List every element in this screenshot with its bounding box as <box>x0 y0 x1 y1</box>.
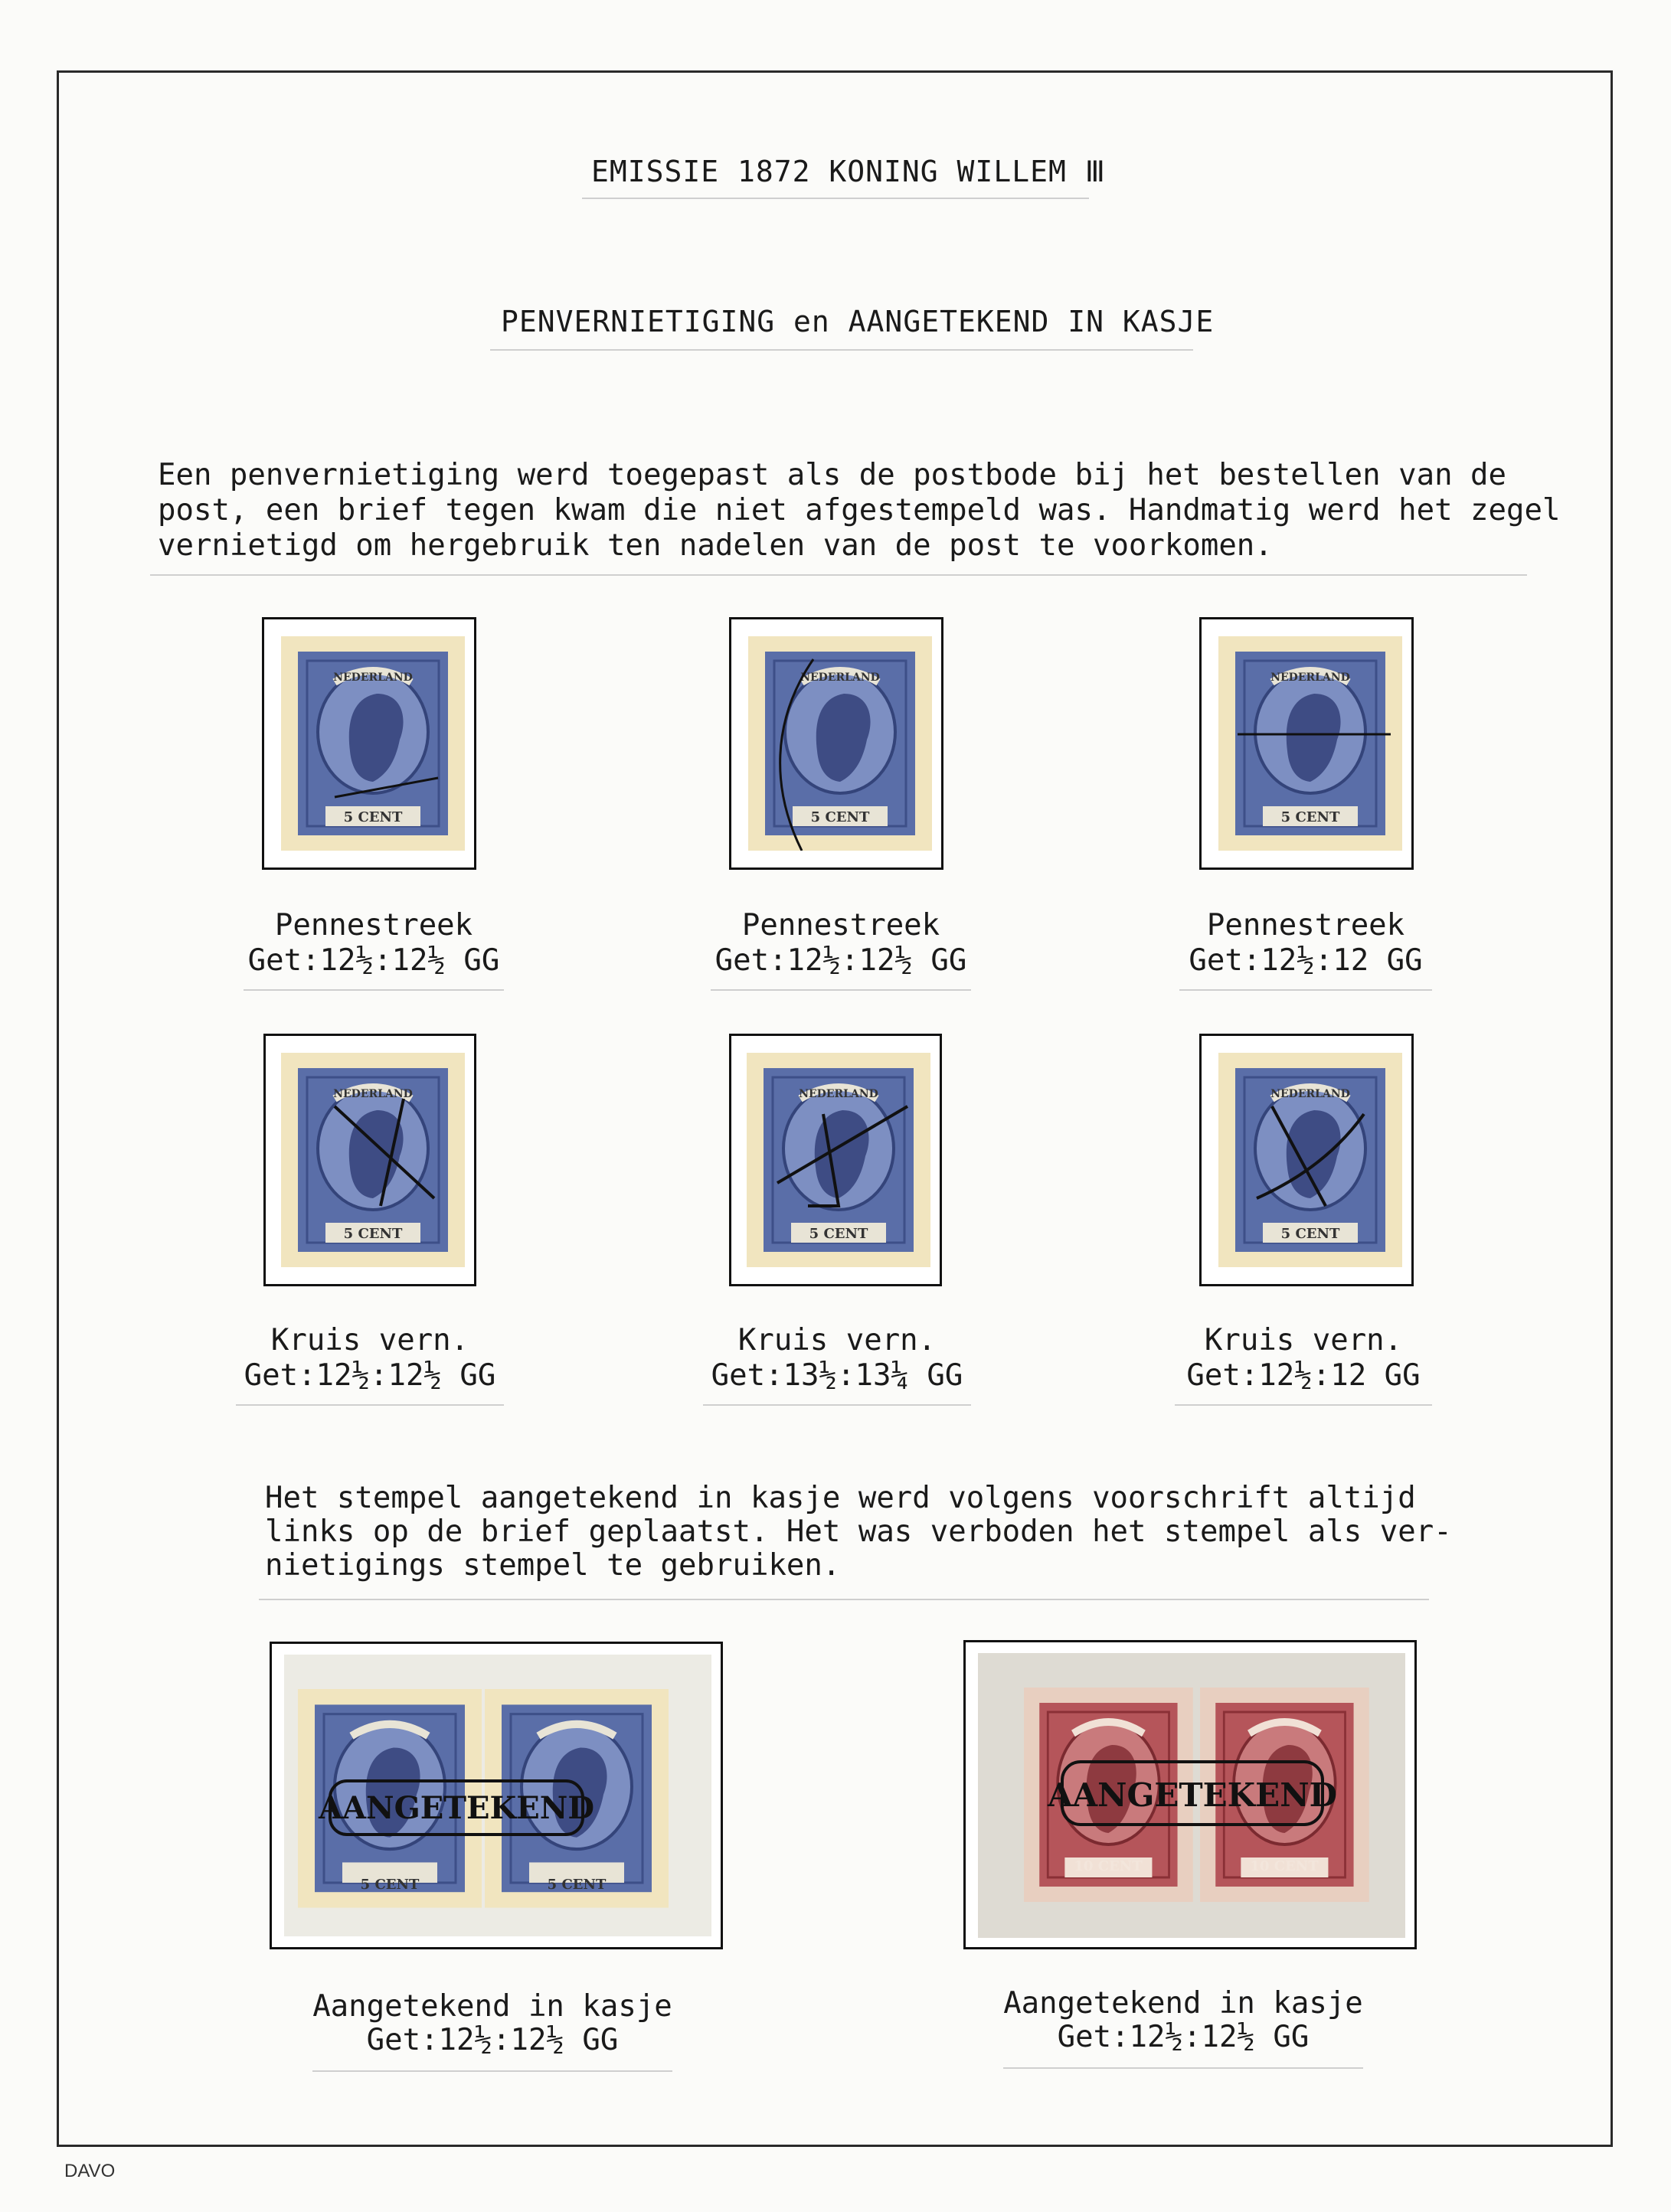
caption-2-gauge: Get:12½:12½ GG <box>715 943 967 978</box>
intro-line-2: post, een brief tegen kwam die niet afgestempeld was. Handmatig werd het zegel <box>158 493 1561 528</box>
svg-text:5 CENT: 5 CENT <box>1280 1226 1340 1242</box>
page-title: EMISSIE 1872 KONING WILLEM Ⅲ <box>591 155 1106 188</box>
caption-1-name: Pennestreek <box>274 908 473 943</box>
caption-6-gauge: Get:12½:12 GG <box>1186 1358 1421 1393</box>
svg-text:NEDERLAND: NEDERLAND <box>800 671 880 684</box>
stamp-mount-5 <box>729 1034 942 1286</box>
svg-text:AANGETEKEND: AANGETEKEND <box>1047 1776 1338 1814</box>
caption-8-gauge: Get:12½:12½ GG <box>1057 2020 1310 2054</box>
svg-text:NEDERLAND: NEDERLAND <box>1270 1088 1350 1100</box>
caption-7-gauge: Get:12½:12½ GG <box>366 2023 619 2057</box>
caption-5-gauge: Get:13½:13¼ GG <box>711 1358 963 1393</box>
svg-text:NEDERLAND: NEDERLAND <box>1270 671 1350 684</box>
svg-text:5 CENT: 5 CENT <box>809 1226 868 1242</box>
svg-text:5 CENT: 5 CENT <box>810 809 870 825</box>
caption-7-name: Aangetekend in kasje <box>312 1989 672 2024</box>
caption-8-name: Aangetekend in kasje <box>1003 1986 1363 2021</box>
caption-3-name: Pennestreek <box>1206 908 1405 943</box>
stamp-mount-1 <box>262 617 476 870</box>
stamp-pair-mount-red <box>963 1640 1417 1949</box>
stamp-5-cent-pen-stroke <box>1218 636 1402 851</box>
svg-text:10 CENT: 10 CENT <box>1074 1858 1143 1874</box>
intro-line-1: Een penvernietiging werd toegepast als de postbode bij het bestellen van de <box>158 458 1506 492</box>
svg-text:5 CENT: 5 CENT <box>360 1877 420 1893</box>
stamp-mount-3 <box>1199 617 1414 870</box>
caption-1-gauge: Get:12½:12½ GG <box>247 943 500 978</box>
stamp-5-cent-cross-cancel <box>1218 1053 1402 1267</box>
page-subtitle: PENVERNIETIGING en AANGETEKEND IN KASJE <box>501 305 1215 338</box>
intro-line-3: vernietigd om hergebruik ten nadelen van de post te voorkomen. <box>158 528 1273 563</box>
svg-text:5 CENT: 5 CENT <box>1280 809 1340 825</box>
svg-text:5 CENT: 5 CENT <box>343 809 403 825</box>
caption-4-gauge: Get:12½:12½ GG <box>244 1358 496 1393</box>
caption-5-name: Kruis vern. <box>737 1323 937 1358</box>
svg-text:NEDERLAND: NEDERLAND <box>799 1088 878 1100</box>
stamp-pair-mount-blue <box>270 1642 723 1949</box>
note-line-2: links op de brief geplaatst. Het was verboden het stempel als ver- <box>265 1514 1452 1549</box>
stamp-5-cent-pen-stroke <box>748 636 932 851</box>
note-line-1: Het stempel aangetekend in kasje werd volgens voorschrift altijd <box>265 1481 1416 1515</box>
svg-text:5 CENT: 5 CENT <box>343 1226 403 1242</box>
svg-text:AANGETEKEND: AANGETEKEND <box>318 1790 595 1826</box>
stamp-5-cent-pen-stroke <box>281 636 465 851</box>
stamp-mount-6 <box>1199 1034 1414 1286</box>
caption-2-name: Pennestreek <box>741 908 940 943</box>
caption-6-name: Kruis vern. <box>1204 1323 1403 1358</box>
stamp-5-cent-cross-cancel <box>747 1053 930 1267</box>
stamp-pair-10-cent-aangetekend <box>978 1653 1405 1938</box>
stamp-mount-4 <box>263 1034 476 1286</box>
caption-3-gauge: Get:12½:12 GG <box>1189 943 1423 978</box>
caption-4-name: Kruis vern. <box>270 1323 469 1358</box>
stamp-5-cent-cross-cancel <box>281 1053 465 1267</box>
stamp-mount-2 <box>729 617 943 870</box>
svg-text:NEDERLAND: NEDERLAND <box>333 671 413 684</box>
svg-text:5 CENT: 5 CENT <box>547 1877 607 1893</box>
svg-text:10 CENT: 10 CENT <box>1250 1858 1319 1874</box>
footer-label: DAVO <box>64 2161 116 2181</box>
svg-text:NEDERLAND: NEDERLAND <box>333 1088 413 1100</box>
note-line-3: nietigings stempel te gebruiken. <box>265 1548 841 1583</box>
stamp-pair-5-cent-aangetekend <box>284 1655 711 1936</box>
